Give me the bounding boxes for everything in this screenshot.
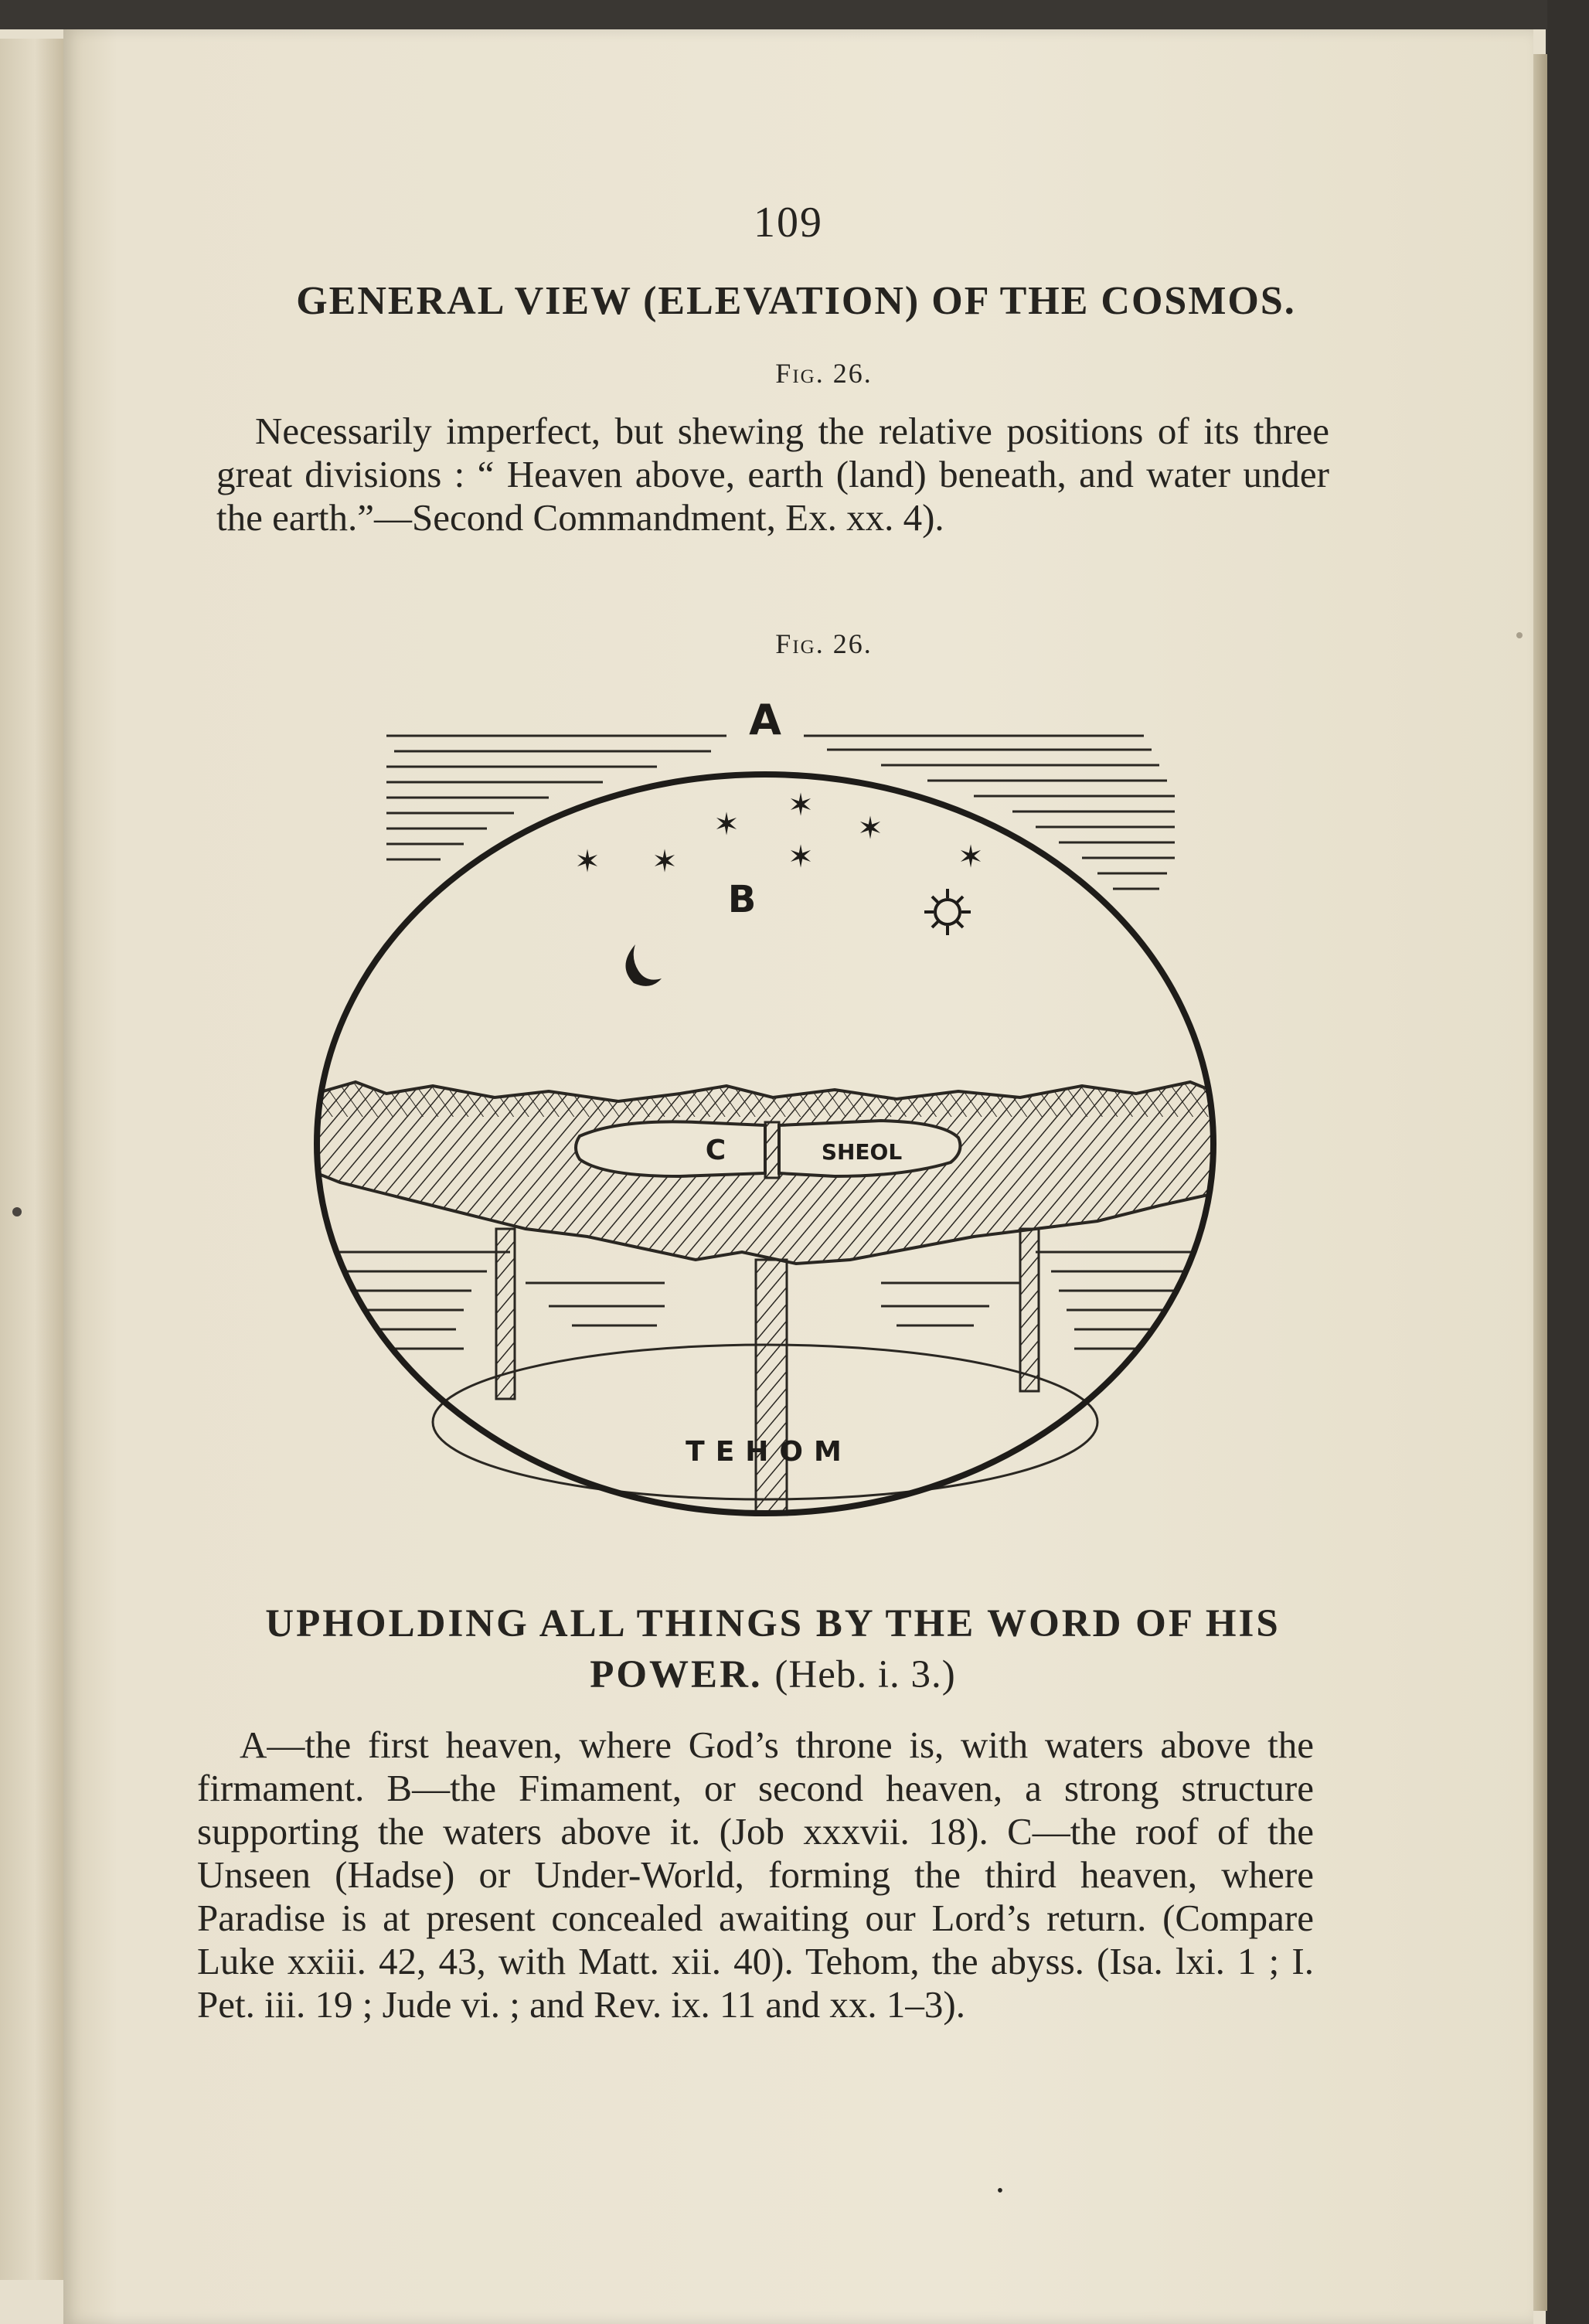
subheading-reference: (Heb. i. 3.) [774, 1653, 956, 1696]
cavity-c [576, 1121, 765, 1176]
label-b: B [727, 878, 757, 921]
scan-background-right [1547, 0, 1589, 2324]
label-tehom: TEHOM [686, 1436, 852, 1468]
caption-paragraph [197, 1723, 1314, 2026]
figure-label-top: Fig. 26. [775, 358, 873, 389]
central-pillar-top [765, 1122, 779, 1178]
pillar-center [756, 1260, 787, 1515]
page-heading: GENERAL VIEW (ELEVATION) OF THE COSMOS. [296, 279, 1296, 323]
lead-text: Necessarily imperfect, but shewing the relative positions of its three great divisions : “ Heaven above, earth (land) beneath, and water under the earth.”—Second Commandment, Ex. xx. 4). [216, 410, 1329, 539]
subheading [193, 1598, 1353, 1700]
star-icon: ✶ [788, 839, 814, 875]
star-icon: ✶ [713, 807, 740, 842]
label-c: C [705, 1135, 726, 1166]
subheading-main: UPHOLDING ALL THINGS BY THE WORD OF HIS POWER. [265, 1602, 1281, 1696]
left-page-edge [0, 39, 63, 2280]
lead-paragraph [216, 410, 1329, 539]
moon-icon [625, 944, 662, 986]
page-number: 109 [754, 199, 823, 247]
margin-mark [12, 1207, 22, 1216]
paper-speck [1516, 632, 1523, 638]
star-icon: ✶ [652, 844, 678, 880]
stars [574, 788, 984, 880]
star-icon: ✶ [958, 839, 984, 875]
label-a: A [749, 696, 781, 744]
scan-background-top [0, 0, 1589, 29]
pillar-right [1020, 1229, 1039, 1391]
printer-mark [995, 2181, 1005, 2190]
page-edge [1533, 54, 1547, 2311]
caption-text: A—the first heaven, where God’s throne is, with waters above the firmament. B—the Fimament, or second heaven, a strong structure supporting the waters above it. (Job xxxvii. 18). C—the roof of the Unseen (Hadse) or Under-World, forming the third heaven, where Paradise is at present concealed awaiting our Lord’s return. (Compare Luke xxiii. 42, 43, with Matt. xii. 40). Tehom, the abyss. (Isa. lxi. 1 ; I. Pet. iii. 19 ; Jude vi. ; and Rev. ix. 11 and xx. 1–3). [197, 1723, 1314, 2026]
sun-icon [924, 889, 971, 935]
star-icon: ✶ [788, 788, 814, 823]
cosmos-diagram [294, 696, 1237, 1546]
figure-label-diagram: Fig. 26. [775, 628, 873, 659]
star-icon: ✶ [574, 844, 601, 880]
label-sheol: SHEOL [821, 1139, 903, 1165]
star-icon: ✶ [857, 811, 883, 846]
